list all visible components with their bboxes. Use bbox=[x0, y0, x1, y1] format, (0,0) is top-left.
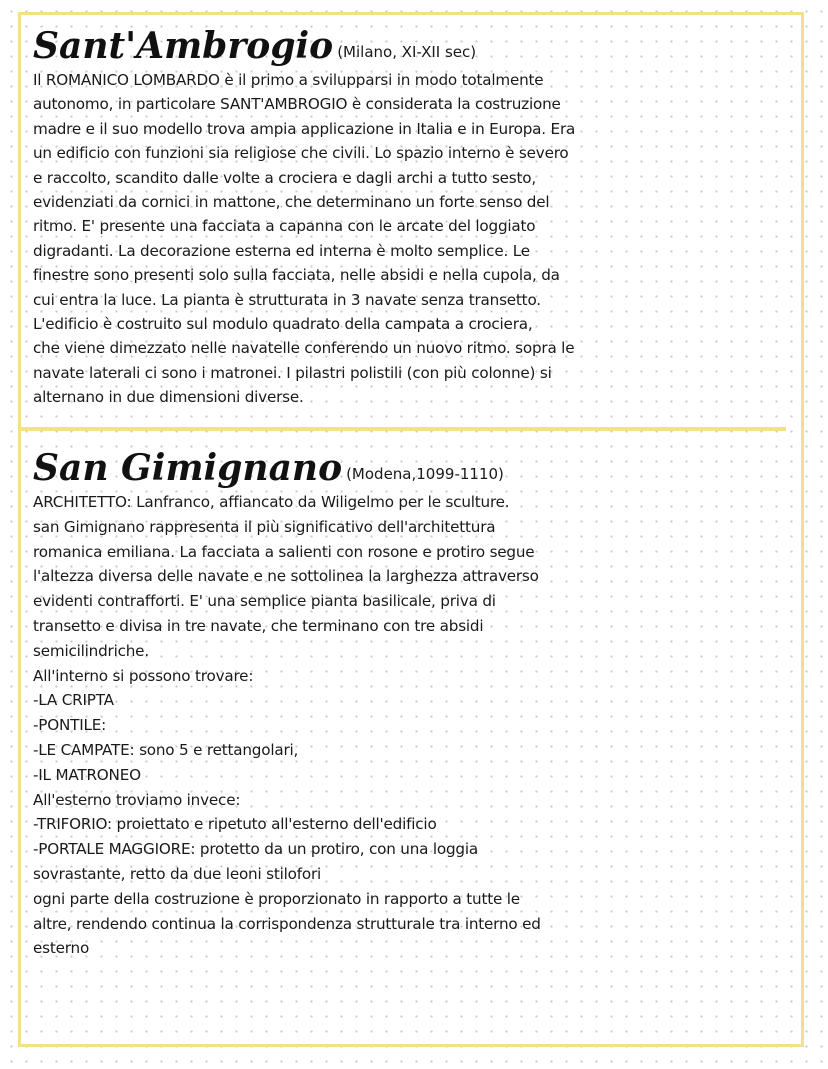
text-line: l'altezza diversa delle navate e ne sottolinea la larghezza attraverso bbox=[33, 567, 539, 586]
list-item: -LA CRIPTA bbox=[33, 691, 114, 710]
text-line: san Gimignano rappresenta il più significativo dell'architettura bbox=[33, 517, 496, 536]
text-line: evidenziati da cornici in mattone, che determinano un forte senso del bbox=[33, 193, 550, 212]
text-line: autonomo, in particolare SANT'AMBROGIO è considerata la costruzione bbox=[33, 95, 561, 114]
text-line: e raccolto, scandito dalle volte a crociera e dagli archi a tutto sesto, bbox=[33, 168, 536, 187]
list-item: -LE CAMPATE: sono 5 e rettangolari, bbox=[33, 740, 299, 759]
text-line: che viene dimezzato nelle navatelle conferendo un nuovo ritmo. sopra le bbox=[33, 339, 575, 358]
section-title: San Gimignano bbox=[33, 447, 343, 489]
text-line: madre e il suo modello trova ampia applicazione in Italia e in Europa. Era bbox=[33, 119, 576, 138]
text-line: ogni parte della costruzione è proporzionato in rapporto a tutte le bbox=[33, 889, 520, 908]
text-line: transetto e divisa in tre navate, che terminano con tre absidi bbox=[33, 616, 484, 635]
text-line: cui entra la luce. La pianta è strutturata in 3 navate senza transetto. bbox=[33, 290, 541, 309]
text-line: finestre sono presenti solo sulla facciata, nelle absidi e nella cupola, da bbox=[33, 266, 560, 285]
text-line: romanica emiliana. La facciata a salienti con rosone e protiro segue bbox=[33, 542, 535, 561]
text-line: digradanti. La decorazione esterna ed interna è molto semplice. Le bbox=[33, 241, 530, 260]
section-title: Sant'Ambrogio bbox=[33, 25, 334, 67]
text-line: evidenti contrafforti. E' una semplice pianta basilicale, priva di bbox=[33, 592, 496, 611]
text-line: All'esterno troviamo invece: bbox=[33, 790, 241, 809]
text-line: esterno bbox=[33, 939, 90, 958]
section-heading bbox=[33, 18, 785, 66]
section-subtitle: (Modena,1099-1110) bbox=[346, 465, 504, 483]
list-item: -PONTILE: bbox=[33, 716, 107, 735]
section-body bbox=[33, 68, 785, 410]
text-line: alternano in due dimensioni diverse. bbox=[33, 388, 304, 407]
text-line: semicilindriche. bbox=[33, 641, 149, 660]
list-item: -PORTALE MAGGIORE: protetto da un protiro, con una loggia bbox=[33, 840, 479, 859]
text-line: Il ROMANICO LOMBARDO è il primo a svilupparsi in modo totalmente bbox=[33, 71, 544, 89]
text-line: ritmo. E' presente una facciata a capanna con le arcate del loggiato bbox=[33, 217, 536, 236]
list-item: -TRIFORIO: proiettato e ripetuto all'esterno dell'edificio bbox=[33, 815, 437, 834]
section-heading bbox=[33, 440, 785, 488]
list-item: -IL MATRONEO bbox=[33, 765, 141, 784]
section-sant-ambrogio bbox=[33, 18, 785, 410]
section-divider bbox=[18, 427, 786, 431]
text-line: sovrastante, retto da due leoni stilofori bbox=[33, 864, 322, 883]
text-line: un edificio con funzioni sia religiose che civili. Lo spazio interno è severo bbox=[33, 144, 569, 163]
text-line: navate laterali ci sono i matronei. I pilastri polistili (con più colonne) si bbox=[33, 363, 552, 382]
text-line: L'edificio è costruito sul modulo quadrato della campata a crociera, bbox=[33, 315, 533, 334]
text-line: altre, rendendo continua la corrispondenza strutturale tra interno ed bbox=[33, 914, 541, 933]
section-body bbox=[33, 490, 785, 961]
text-line: All'interno si possono trovare: bbox=[33, 666, 254, 685]
section-san-gimignano bbox=[33, 440, 785, 961]
text-line: ARCHITETTO: Lanfranco, affiancato da Wiligelmo per le sculture. bbox=[33, 493, 510, 511]
section-subtitle: (Milano, XI-XII sec) bbox=[337, 43, 477, 61]
